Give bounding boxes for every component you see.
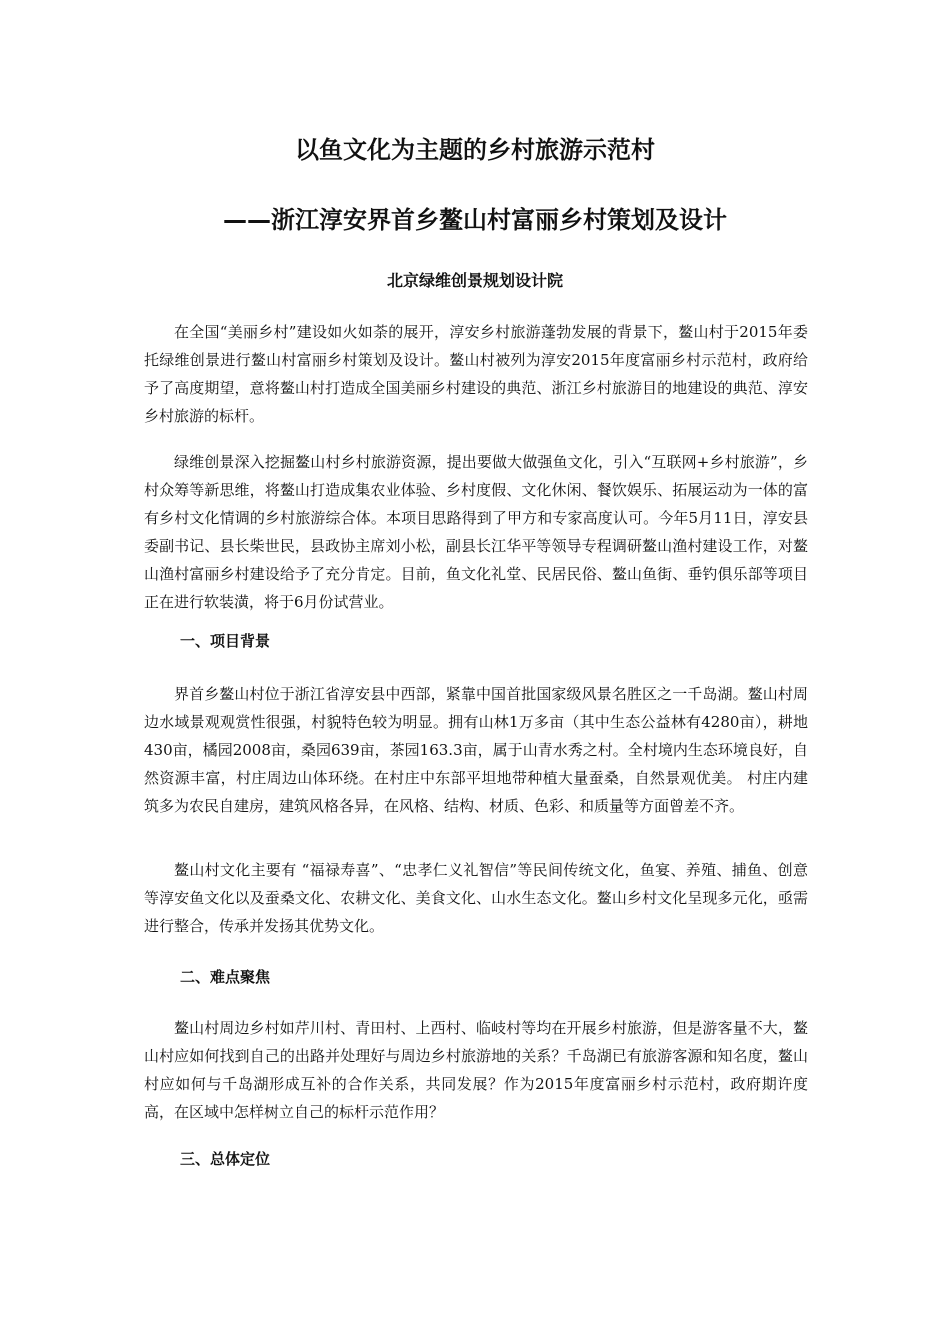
document-title: 以鱼文化为主题的乡村旅游示范村 [295,136,655,164]
intro-paragraph-1: 在全国“美丽乡村”建设如火如荼的展开，淳安乡村旅游蓬勃发展的背景下，鳌山村于2015年委托绿维创景进行鳌山村富丽乡村策划及设计。鳌山村被列为淳安2015年度富丽乡村示范村，政府给予了高度期望，意将鳌山村打造成全国美丽乡村建设的典范、浙江乡村旅游目的地建设的典范、淳安乡村旅游的标杆。 [144,323,808,425]
organization-name: 北京绿维创景规划设计院 [386,271,563,290]
document-subtitle: ——浙江淳安界首乡鳌山村富丽乡村策划及设计 [223,206,727,234]
background-paragraph-1: 界首乡鳌山村位于浙江省淳安县中西部，紧靠中国首批国家级风景名胜区之一千岛湖。鳌山村周边水域景观观赏性很强，村貌特色较为明显。拥有山林1万多亩（其中生态公益林有4280亩），耕地430亩，橘园2008亩，桑园639亩，茶园163.3亩，属于山青水秀之村。全村境内生态环境良好，自然资源丰富，村庄周边山体环绕。在村庄中东部平坦地带种植大量蚕桑，自然景观优美。 村庄内建筑多为农民自建房，建筑风格各异，在风格、结构、材质、色彩、和质量等方面曾差不齐。 [144,685,808,815]
difficulties-paragraph: 鳌山村周边乡村如芹川村、青田村、上西村、临岐村等均在开展乡村旅游，但是游客量不大，鳌山村应如何找到自己的出路并处理好与周边乡村旅游地的关系？千岛湖已有旅游客源和知名度，鳌山村应如何与千岛湖形成互补的合作关系，共同发展？作为2015年度富丽乡村示范村，政府期许度高，在区域中怎样树立自己的标杆示范作用？ [144,1019,808,1121]
section-heading-difficulties: 二、难点聚焦 [180,968,271,986]
section-heading-background: 一、项目背景 [180,632,271,650]
background-paragraph-2: 鳌山村文化主要有 “福禄寿喜”、“忠孝仁义礼智信”等民间传统文化，鱼宴、养殖、捕鱼、创意等淳安鱼文化以及蚕桑文化、农耕文化、美食文化、山水生态文化。鳌山乡村文化呈现多元化，亟需进行整合，传承并发扬其优势文化。 [144,861,808,935]
intro-paragraph-2: 绿维创景深入挖掘鳌山村乡村旅游资源，提出要做大做强鱼文化，引入“互联网+乡村旅游”，乡村众筹等新思维，将鳌山打造成集农业体验、乡村度假、文化休闲、餐饮娱乐、拓展运动为一体的富有乡村文化情调的乡村旅游综合体。本项目思路得到了甲方和专家高度认可。今年5月11日，淳安县委副书记、县长柴世民，县政协主席刘小松，副县长江华平等领导专程调研鳌山渔村建设工作，对鳌山渔村富丽乡村建设给予了充分肯定。目前，鱼文化礼堂、民居民俗、鳌山鱼街、垂钓俱乐部等项目正在进行软装潢，将于6月份试营业。 [144,453,808,611]
section-heading-positioning: 三、总体定位 [180,1150,271,1168]
